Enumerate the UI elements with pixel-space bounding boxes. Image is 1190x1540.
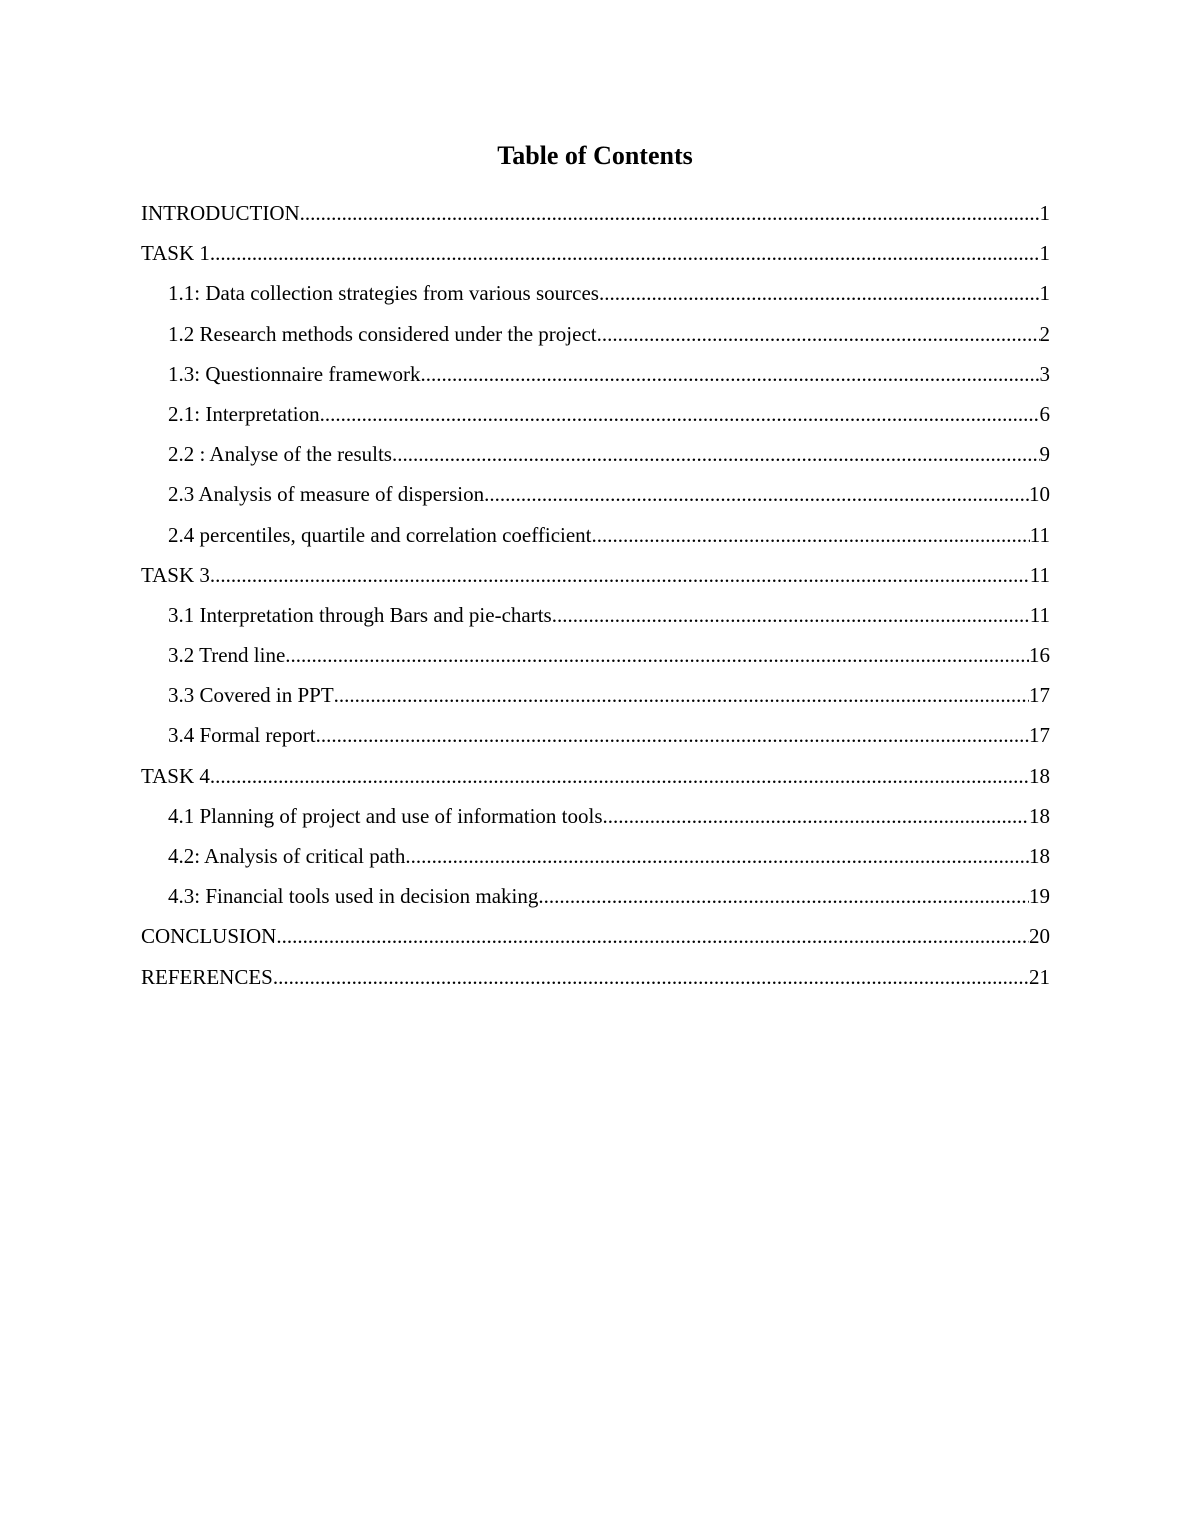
toc-entry-label: 3.4 Formal report [168, 723, 316, 748]
toc-entry-label: INTRODUCTION [141, 201, 300, 225]
toc-dot-leader [603, 801, 1029, 831]
toc-entry-label: TASK 1 [141, 241, 210, 266]
toc-entry-page-number: 21 [1029, 964, 1050, 989]
toc-entry-label: 2.4 percentiles, quartile and correlation coefficient [168, 522, 592, 547]
toc-entry[interactable] [141, 962, 1050, 1002]
toc-dot-leader [405, 841, 1029, 871]
toc-dot-leader [210, 560, 1030, 590]
toc-entry-page-number: 1 [1039, 241, 1050, 266]
toc-dot-leader [484, 479, 1029, 509]
toc-dot-leader [592, 520, 1030, 550]
toc-entry-page-number: 16 [1029, 643, 1050, 668]
toc-entry[interactable] [141, 881, 1050, 921]
toc-entry[interactable] [141, 921, 1050, 961]
toc-entry-label: REFERENCES [141, 964, 273, 989]
toc-entry-page-number: 17 [1029, 683, 1050, 708]
toc-entry-label: 4.1 Planning of project and use of information tools [168, 803, 603, 828]
toc-entry-label: 3.2 Trend line [168, 643, 286, 668]
toc-entry-label: 2.3 Analysis of measure of dispersion [168, 482, 485, 507]
toc-entry[interactable] [141, 600, 1050, 640]
toc-dot-leader [334, 680, 1029, 710]
toc-dot-leader [538, 881, 1029, 911]
toc-entry-page-number: 18 [1029, 763, 1050, 788]
toc-entry[interactable] [141, 761, 1050, 801]
toc-list [141, 198, 1050, 1002]
toc-dot-leader [273, 962, 1029, 992]
toc-entry[interactable] [141, 439, 1050, 479]
toc-entry-label: TASK 4 [141, 763, 210, 788]
toc-entry[interactable] [141, 841, 1050, 881]
toc-entry-label: 1.1: Data collection strategies from various sources [168, 281, 599, 306]
toc-entry-page-number: 19 [1029, 884, 1050, 909]
toc-entry-label: 1.3: Questionnaire framework [168, 361, 421, 386]
toc-entry-label: CONCLUSION [141, 924, 277, 949]
toc-entry-label: 2.1: Interpretation [168, 401, 320, 426]
page-title: Table of Contents [497, 141, 693, 170]
toc-entry[interactable] [141, 720, 1050, 760]
toc-entry-page-number: 11 [1029, 602, 1050, 627]
toc-entry[interactable] [141, 520, 1050, 560]
toc-entry-page-number: 18 [1029, 844, 1050, 868]
toc-entry[interactable] [141, 319, 1050, 359]
toc-entry-label: 3.1 Interpretation through Bars and pie-charts [168, 602, 552, 627]
toc-entry-page-number: 1 [1039, 281, 1050, 306]
toc-entry-label: 1.2 Research methods considered under the project [168, 321, 597, 346]
toc-entry-page-number: 18 [1029, 803, 1050, 828]
toc-entry-page-number: 11 [1029, 522, 1050, 547]
toc-entry-label: 3.3 Covered in PPT [168, 683, 334, 708]
toc-entry-label: TASK 3 [141, 562, 210, 587]
toc-dot-leader [599, 278, 1040, 308]
toc-dot-leader [210, 761, 1029, 791]
toc-dot-leader [552, 600, 1030, 630]
toc-dot-leader [300, 198, 1040, 228]
toc-entry-label: 2.2 : Analyse of the results [168, 442, 392, 467]
toc-entry[interactable] [141, 560, 1050, 600]
toc-entry-label: 4.2: Analysis of critical path [168, 844, 406, 868]
toc-entry[interactable] [141, 640, 1050, 680]
toc-entry[interactable] [141, 359, 1050, 399]
toc-entry-page-number: 11 [1029, 562, 1050, 587]
toc-entry-page-number: 10 [1029, 482, 1050, 507]
toc-entry[interactable] [141, 801, 1050, 841]
toc-dot-leader [276, 921, 1029, 951]
toc-entry[interactable] [141, 278, 1050, 318]
toc-entry-page-number: 1 [1039, 201, 1050, 225]
toc-dot-leader [320, 399, 1040, 429]
toc-entry-page-number: 6 [1039, 401, 1050, 426]
toc-entry-page-number: 9 [1039, 442, 1050, 467]
toc-entry-page-number: 17 [1029, 723, 1050, 748]
toc-dot-leader [421, 359, 1040, 389]
toc-dot-leader [316, 720, 1029, 750]
toc-dot-leader [597, 319, 1040, 349]
toc-dot-leader [392, 439, 1040, 469]
toc-dot-leader [210, 238, 1040, 268]
toc-entry[interactable] [141, 479, 1050, 519]
toc-entry[interactable] [141, 680, 1050, 720]
toc-entry-page-number: 3 [1039, 361, 1050, 386]
toc-dot-leader [285, 640, 1029, 670]
toc-entry[interactable] [141, 238, 1050, 278]
toc-entry-page-number: 2 [1039, 321, 1050, 346]
toc-entry[interactable] [141, 198, 1050, 238]
toc-entry[interactable] [141, 399, 1050, 439]
toc-entry-label: 4.3: Financial tools used in decision making [168, 884, 539, 909]
toc-entry-page-number: 20 [1029, 924, 1050, 949]
